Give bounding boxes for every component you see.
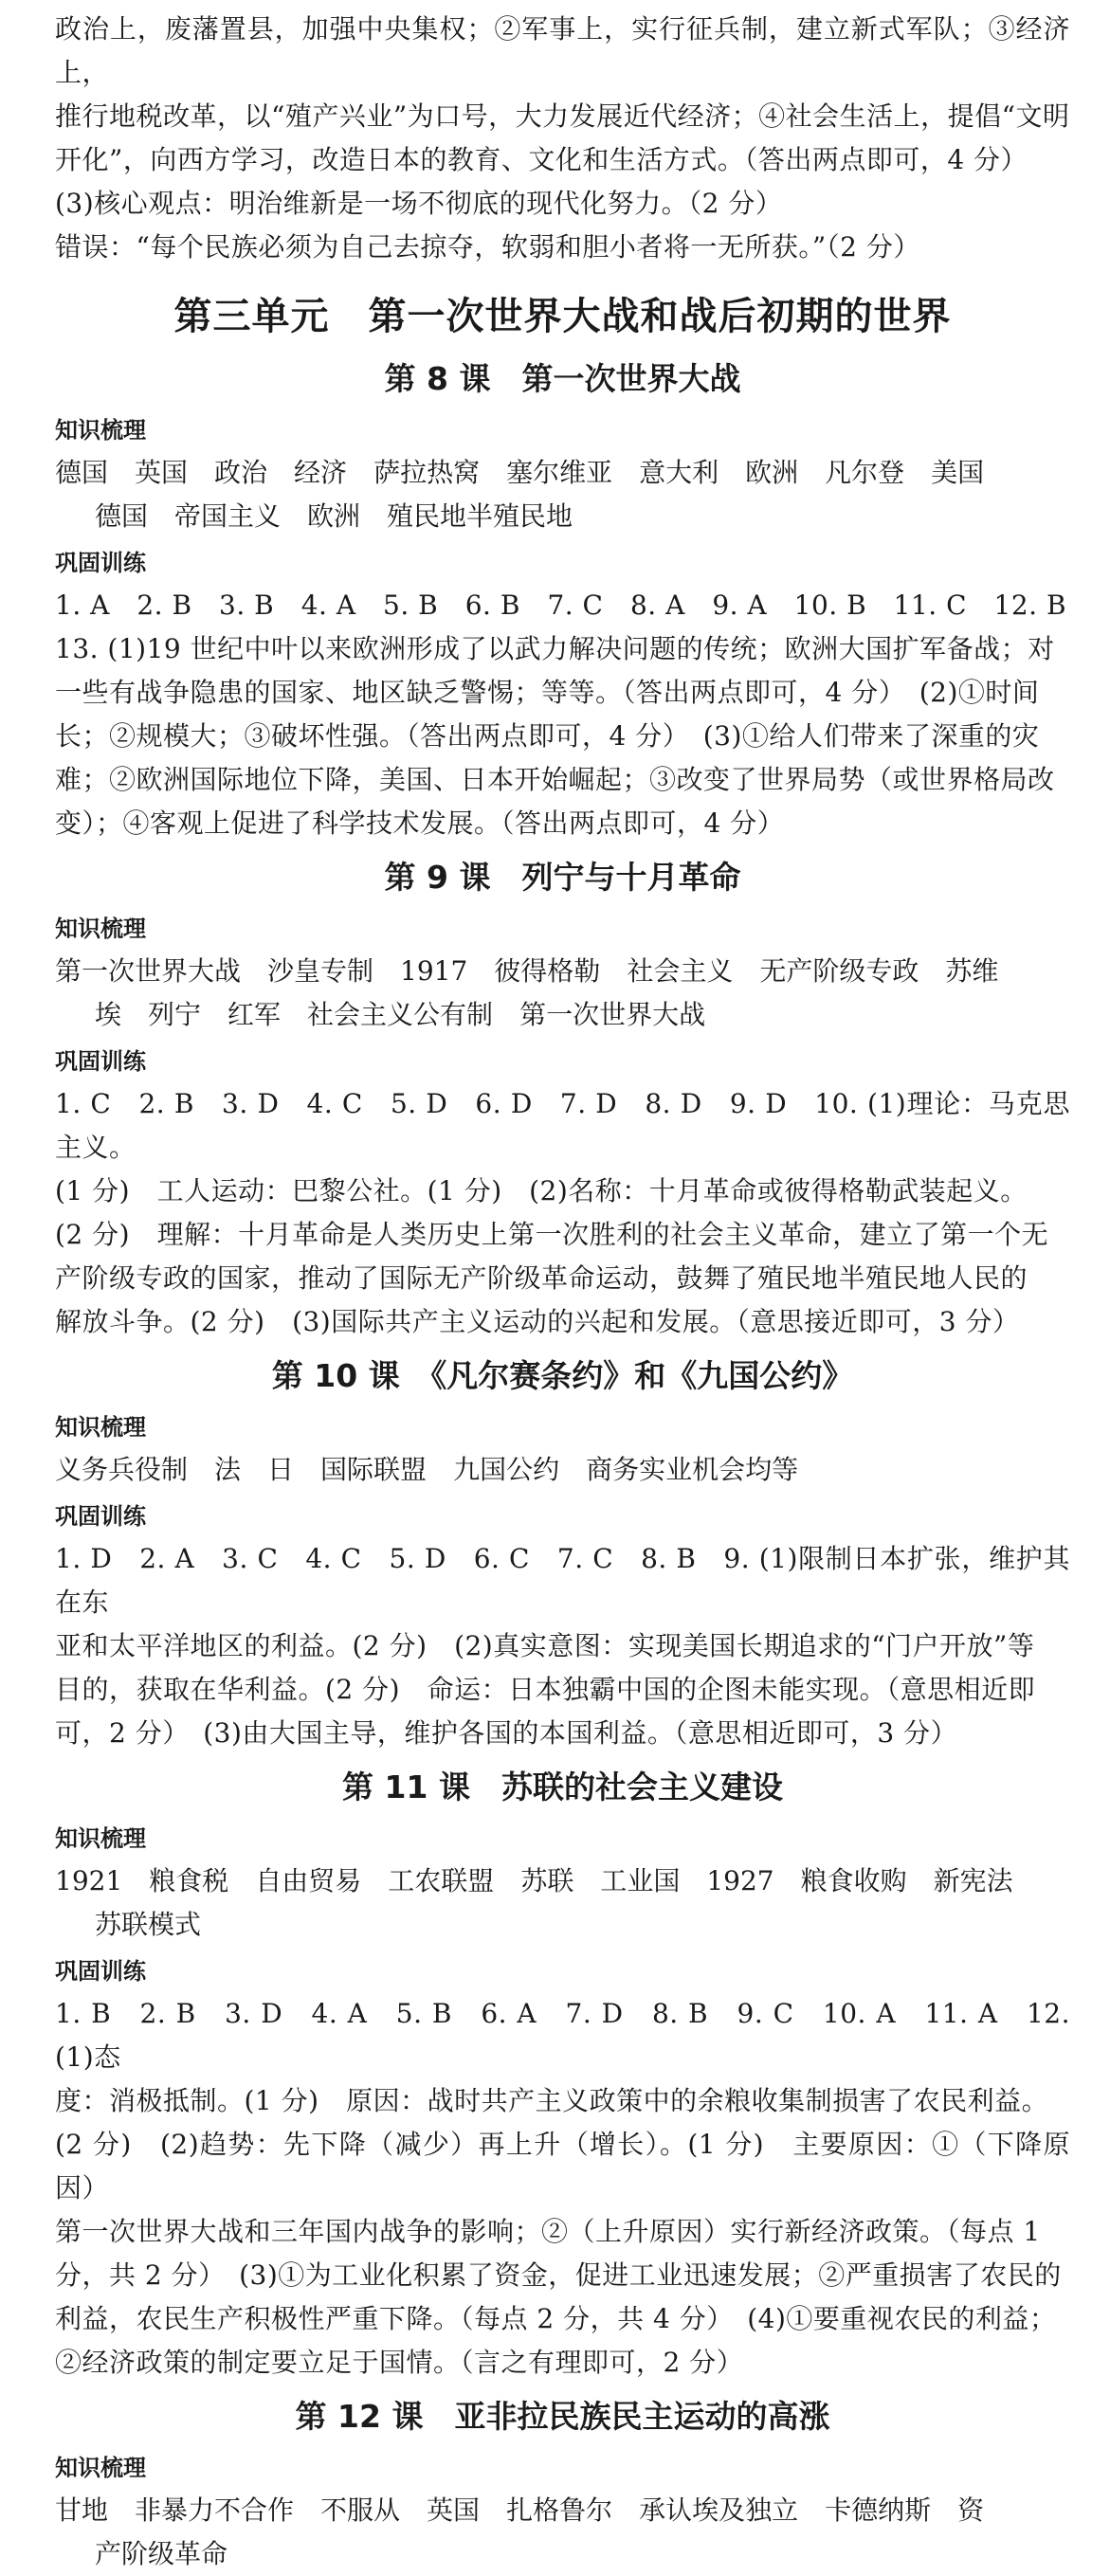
knowledge-term: 新宪法	[933, 1865, 1013, 1896]
lesson-title: 第 10 课 《凡尔赛条约》和《九国公约》	[271, 1357, 854, 1394]
answer-line: 目的，获取在华利益。(2 分) 命运：日本独霸中国的企图未能实现。（意思相近即	[55, 1674, 1036, 1705]
knowledge-terms-line	[55, 451, 1070, 495]
lesson-title: 第 9 课 列宁与十月革命	[384, 859, 741, 896]
knowledge-term: 苏联模式	[95, 1909, 202, 1940]
answer-line: 产阶级专政的国家，推动了国际无产阶级革命运动，鼓舞了殖民地半殖民地人民的	[55, 1262, 1028, 1294]
intro-line: 错误：“每个民族必须为自己去掠夺，软弱和胆小者将一无所获。”（2 分）	[55, 231, 920, 263]
knowledge-term: 德国	[95, 500, 149, 532]
knowledge-term: 无产阶级专政	[759, 955, 919, 987]
answer-line: 解放斗争。(2 分) (3)国际共产主义运动的兴起和发展。（意思接近即可，3 分）	[55, 1306, 1020, 1337]
knowledge-term: 凡尔登	[825, 457, 905, 488]
knowledge-term: 义务兵役制	[55, 1454, 189, 1485]
knowledge-term: 第一次世界大战	[55, 955, 242, 987]
knowledge-term: 甘地	[55, 2494, 109, 2526]
knowledge-term: 沙皇专制	[267, 955, 374, 987]
answer-line: 难；②欧洲国际地位下降，美国、日本开始崛起；③改变了世界局势（或世界格局改	[55, 764, 1055, 795]
knowledge-term: 日	[267, 1454, 295, 1485]
answer-line: 长；②规模大；③破坏性强。（答出两点即可，4 分） (3)①给人们带来了深重的灾	[55, 720, 1040, 752]
knowledge-term: 承认埃及独立	[639, 2494, 799, 2526]
knowledge-term: 九国公约	[453, 1454, 560, 1485]
answer-line: (1 分) 工人运动：巴黎公社。(1 分) (2)名称：十月革命或彼得格勒武装起义。	[55, 1175, 1028, 1206]
knowledge-term: 苏联	[520, 1865, 574, 1896]
practice-heading: 巩固训练	[55, 1048, 146, 1075]
answer-line: ②经济政策的制定要立足于国情。（言之有理即可，2 分）	[55, 2347, 744, 2378]
lesson-section	[55, 2390, 1070, 2576]
practice-heading: 巩固训练	[55, 1958, 146, 1985]
answer-line: 1. D 2. A 3. C 4. C 5. D 6. C 7. C 8. B 9. (1)限制日本扩张，维护其在东	[55, 1543, 1070, 1618]
knowledge-term: 不服从	[320, 2494, 401, 2526]
knowledge-term: 国际联盟	[320, 1454, 428, 1485]
lesson-section	[55, 851, 1070, 1344]
lesson-section	[55, 353, 1070, 845]
knowledge-terms-line	[55, 950, 1070, 993]
knowledge-term: 非暴力不合作	[135, 2494, 295, 2526]
knowledge-heading: 知识梳理	[55, 916, 146, 942]
answer-line: 度：消极抵制。(1 分) 原因：战时共产主义政策中的余粮收集制损害了农民利益。	[55, 2085, 1049, 2116]
answer-line: 13. (1)19 世纪中叶以来欧洲形成了以武力解决问题的传统；欧洲大国扩军备战；对	[55, 633, 1055, 664]
intro-line: 推行地税改革，以“殖产兴业”为口号，大力发展近代经济；④社会生活上，提倡“文明	[55, 100, 1070, 132]
knowledge-terms-line	[55, 2489, 1070, 2532]
knowledge-term: 塞尔维亚	[506, 457, 613, 488]
lessons-container	[55, 353, 1070, 2576]
knowledge-term: 工业国	[600, 1865, 681, 1896]
knowledge-term: 帝国主义	[174, 500, 282, 532]
answer-line: 1. A 2. B 3. B 4. A 5. B 6. B 7. C 8. A 9. A 10. B 11. C 12. B	[55, 590, 1067, 621]
knowledge-term: 1927	[706, 1865, 774, 1896]
answer-line: 1. B 2. B 3. D 4. A 5. B 6. A 7. D 8. B 9. C 10. A 11. A 12. (1)态	[55, 1998, 1070, 2073]
knowledge-term: 殖民地半殖民地	[387, 500, 573, 532]
knowledge-term: 卡德纳斯	[825, 2494, 932, 2526]
lesson-title: 第 12 课 亚非拉民族民主运动的高涨	[295, 2398, 830, 2435]
knowledge-heading: 知识梳理	[55, 1825, 146, 1852]
knowledge-term: 经济	[294, 457, 348, 488]
practice-heading: 巩固训练	[55, 550, 146, 576]
knowledge-term: 美国	[931, 457, 985, 488]
answer-line: 利益，农民生产积极性严重下降。（每点 2 分，共 4 分） (4)①要重视农民的利益；	[55, 2303, 1057, 2334]
answer-line: 可，2 分） (3)由大国主导，维护各国的本国利益。（意思相近即可，3 分）	[55, 1717, 958, 1749]
intro-line: (3)核心观点：明治维新是一场不彻底的现代化努力。（2 分）	[55, 188, 783, 219]
knowledge-term: 政治	[214, 457, 268, 488]
answer-line: 1. C 2. B 3. D 4. C 5. D 6. D 7. D 8. D 9. D 10. (1)理论：马克思主义。	[55, 1088, 1070, 1163]
knowledge-term: 社会主义公有制	[307, 999, 494, 1030]
knowledge-term: 社会主义	[627, 955, 734, 987]
knowledge-term: 产阶级革命	[95, 2538, 228, 2569]
answer-line: 分，共 2 分） (3)①为工业化积累了资金，促进工业迅速发展；②严重损害了农民的	[55, 2259, 1062, 2291]
answer-line: 亚和太平洋地区的利益。(2 分) (2)真实意图：实现美国长期追求的“门户开放”等	[55, 1630, 1035, 1661]
knowledge-term: 扎格鲁尔	[506, 2494, 613, 2526]
knowledge-term: 法	[214, 1454, 242, 1485]
lesson-section	[55, 1350, 1070, 1755]
knowledge-term: 欧洲	[745, 457, 799, 488]
knowledge-term: 粮食税	[149, 1865, 229, 1896]
knowledge-term: 工农联盟	[388, 1865, 495, 1896]
knowledge-term: 彼得格勒	[494, 955, 601, 987]
knowledge-terms-line	[55, 993, 1070, 1037]
knowledge-term: 第一次世界大战	[519, 999, 706, 1030]
intro-section	[55, 8, 1070, 269]
knowledge-term: 苏维	[945, 955, 999, 987]
knowledge-terms-line	[55, 1448, 1070, 1492]
knowledge-term: 自由贸易	[255, 1865, 362, 1896]
knowledge-terms-line	[55, 2532, 1070, 2576]
knowledge-terms-line	[55, 1859, 1070, 1903]
knowledge-term: 1917	[400, 955, 468, 987]
knowledge-term: 粮食收购	[800, 1865, 907, 1896]
intro-line: 政治上，废藩置县，加强中央集权；②军事上，实行征兵制，建立新式军队；③经济上，	[55, 13, 1070, 88]
knowledge-term: 1921	[55, 1865, 123, 1896]
knowledge-term: 德国	[55, 457, 109, 488]
answer-line: 变）；④客观上促进了科学技术发展。（答出两点即可，4 分）	[55, 807, 785, 839]
knowledge-heading: 知识梳理	[55, 1414, 146, 1441]
lesson-section	[55, 1761, 1070, 2385]
unit-title: 第三单元 第一次世界大战和战后初期的世界	[173, 295, 952, 338]
answer-line: 一些有战争隐患的国家、地区缺乏警惕；等等。（答出两点即可，4 分） (2)①时间	[55, 677, 1040, 708]
knowledge-term: 萨拉热窝	[373, 457, 481, 488]
knowledge-term: 列宁	[148, 999, 202, 1030]
knowledge-term: 资	[957, 2494, 985, 2526]
practice-heading: 巩固训练	[55, 1503, 146, 1530]
knowledge-heading: 知识梳理	[55, 417, 146, 444]
knowledge-term: 埃	[95, 999, 122, 1030]
knowledge-term: 商务实业机会均等	[586, 1454, 799, 1485]
knowledge-term: 英国	[427, 2494, 481, 2526]
lesson-title: 第 8 课 第一次世界大战	[384, 360, 741, 397]
knowledge-terms-line	[55, 495, 1070, 538]
intro-line: 开化”，向西方学习，改造日本的教育、文化和生活方式。（答出两点即可，4 分）	[55, 144, 1028, 175]
knowledge-term: 红军	[227, 999, 282, 1030]
answer-line: (2 分) (2)趋势：先下降（减少）再上升（增长）。(1 分) 主要原因：①（下降原因）	[55, 2129, 1070, 2204]
lesson-title: 第 11 课 苏联的社会主义建设	[342, 1769, 783, 1805]
knowledge-term: 欧洲	[307, 500, 361, 532]
knowledge-terms-line	[55, 1903, 1070, 1947]
answer-line: 第一次世界大战和三年国内战争的影响；②（上升原因）实行新经济政策。（每点 1	[55, 2216, 1041, 2247]
knowledge-heading: 知识梳理	[55, 2455, 146, 2481]
knowledge-term: 意大利	[639, 457, 719, 488]
knowledge-term: 英国	[135, 457, 189, 488]
answer-line: (2 分) 理解：十月革命是人类历史上第一次胜利的社会主义革命，建立了第一个无	[55, 1219, 1049, 1250]
